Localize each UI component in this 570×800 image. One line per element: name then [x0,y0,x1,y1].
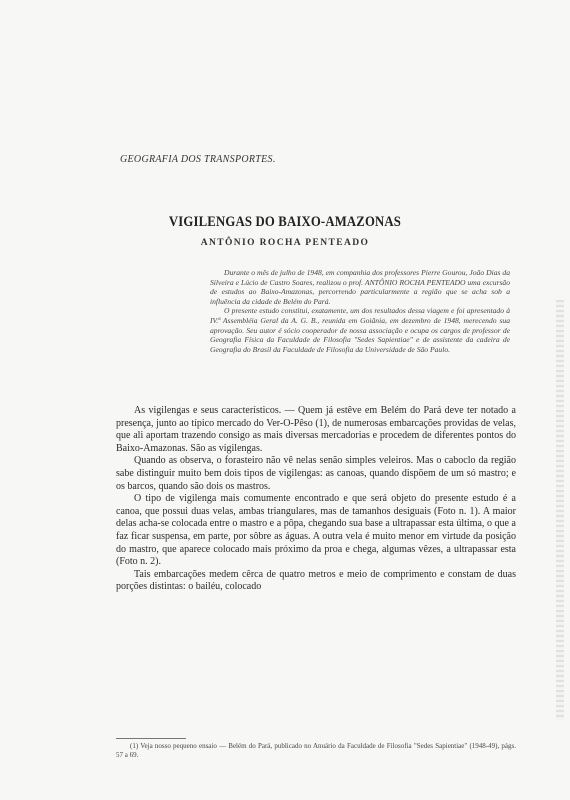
body-paragraph: O tipo de vigilenga mais comumente encontrado e que será objeto do presente estudo é a canoa, que possui duas velas, ambas triangulares, mas de tamanhos desiguais (Foto n. 1). A maior delas acha-se colocada entre o mastro e a pôpa, chegando sua base a ultrapassar esta última, o que a faz ficar suspensa, em parte, por sôbre as águas. A outra vela é muito menor em virtude da posição do mastro, que aparece colocado mais próximo da proa e chega, algumas vêzes, a ultrapassar esta (Foto n. 2). [116,493,516,568]
body-text [116,405,516,594]
body-paragraph: Quando as observa, o forasteiro não vê nelas senão simples veleiros. Mas o caboclo da região sabe distinguir muito bem dois tipos de vigilengas: as canoas, quando dispõem de um só mastro; e os barcos, quando são dois os mastros. [116,455,516,492]
section-heading: GEOGRAFIA DOS TRANSPORTES. [120,154,276,165]
article-author: ANTÔNIO ROCHA PENTEADO [200,238,370,248]
abstract-paragraph: Durante o mês de julho de 1948, em companhia dos professores Pierre Gourou, João Dias da Silveira e Lúcio de Castro Soares, realizou o prof. ANTÔNIO ROCHA PENTEADO uma excursão de estudos ao Baixo-Amazonas, percorrendo particularmente a região que se acha sob a influência da cidade de Belém do Pará. [210,268,510,306]
body-paragraph: As vigilengas e seus característicos. — Quem já estêve em Belém do Pará deve ter notado a presença, junto ao típico mercado do Ver-O-Pêso (1), de numerosas embarcações providas de velas, que ali aportam trazendo consigo as mais diversas mercadorias e procedem de diferentes pontos do Baixo-Amazonas. São as vigilengas. [116,405,516,454]
abstract-paragraph: O presente estudo constitui, exatamente, um dos resultados dessa viagem e foi apresentado à IV.ª Assembléia Geral da A. G. B., reunida em Goiânia, em dezembro de 1948, merecendo sua aprovação. Seu autor é sócio cooperador de nossa associação e ocupa os cargos de professor de Geografia Física da Faculdade de Filosofia "Sedes Sapientiae" e de assistente da cadeira de Geografia do Brasil da Faculdade de Filosofia da Universidade de São Paulo. [210,306,510,354]
footnote-divider [116,738,186,739]
footnote: (1) Veja nosso pequeno ensaio — Belém do Pará, publicado no Anuário da Faculdade de Filosofia "Sedes Sapientiae" (1948-49), págs. 57 a 69. [116,742,516,759]
article-title: VIGILENGAS DO BAIXO-AMAZONAS [168,214,402,230]
body-paragraph: Tais embarcações medem cêrca de quatro metros e meio de comprimento e constam de duas porções distintas: o bailéu, colocado [116,568,516,593]
page-edge-shadow [556,300,564,720]
abstract-block [210,268,510,354]
